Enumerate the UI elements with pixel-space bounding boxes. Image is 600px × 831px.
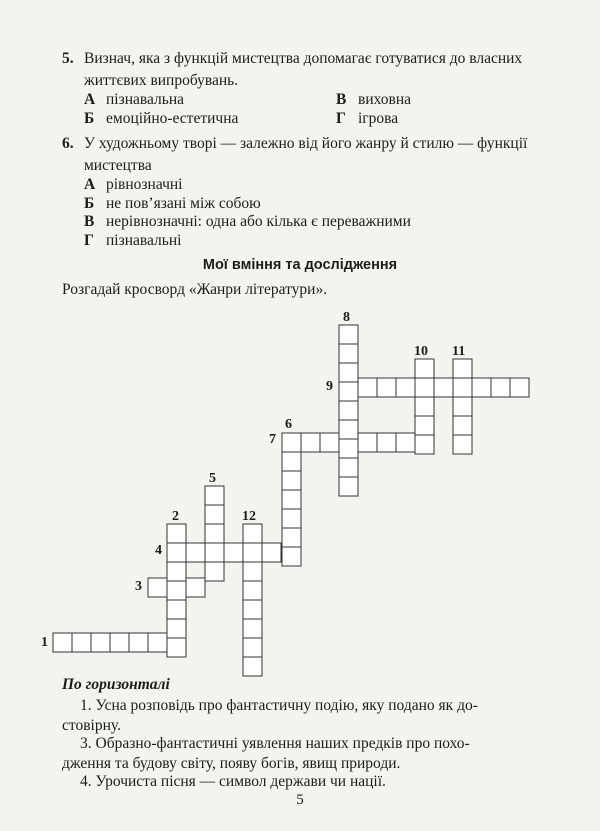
crossword-cell[interactable] <box>339 325 358 344</box>
option-letter: Г <box>84 232 94 249</box>
question-number: 6. <box>62 135 74 152</box>
crossword-label-3: 3 <box>135 579 142 594</box>
section-heading: Мої вміння та дослідження <box>202 257 398 273</box>
crossword-cell[interactable] <box>224 543 243 562</box>
crossword-cell[interactable] <box>282 471 301 490</box>
crossword-cell[interactable] <box>396 433 415 452</box>
crossword-cell[interactable] <box>282 490 301 509</box>
question-text: У художньому творі — залежно від його жанру й стилю — функції мистецтва <box>84 135 528 174</box>
clue-number: 1. <box>80 697 92 714</box>
crossword-cell[interactable] <box>491 378 510 397</box>
crossword-cell[interactable] <box>167 543 186 562</box>
crossword-cell[interactable] <box>148 578 167 597</box>
clues-title: По горизонталі <box>62 676 170 693</box>
crossword-cell[interactable] <box>415 397 434 416</box>
crossword-cell[interactable] <box>339 344 358 363</box>
clue-text-continued: стовірну. <box>62 717 121 734</box>
crossword-cell[interactable] <box>339 477 358 496</box>
option-letter: Б <box>84 195 95 212</box>
crossword-cell[interactable] <box>243 543 262 562</box>
crossword-label-10: 10 <box>414 344 428 359</box>
crossword-label-5: 5 <box>209 471 216 486</box>
option-text: пізнавальна <box>106 91 185 108</box>
crossword-cell[interactable] <box>167 581 186 600</box>
crossword-cell[interactable] <box>434 378 453 397</box>
crossword-cell[interactable] <box>320 433 339 452</box>
crossword-cell[interactable] <box>186 578 205 597</box>
crossword-cell[interactable] <box>453 378 472 397</box>
option-letter: Б <box>84 110 95 127</box>
option-text: виховна <box>358 91 412 108</box>
option-letter: В <box>336 91 347 108</box>
crossword-cell[interactable] <box>243 657 262 676</box>
crossword-cell[interactable] <box>282 528 301 547</box>
option-text: ігрова <box>358 110 399 127</box>
option-text: не пов’язані між собою <box>106 195 261 212</box>
crossword-label-7: 7 <box>269 432 276 447</box>
crossword-label-4: 4 <box>155 543 162 558</box>
option-letter: А <box>84 91 96 108</box>
crossword-cell[interactable] <box>510 378 529 397</box>
crossword-cell[interactable] <box>415 416 434 435</box>
crossword-cell[interactable] <box>377 433 396 452</box>
crossword-label-6: 6 <box>285 417 292 432</box>
question-text: Визнач, яка з функцій мистецтва допомагає готуватися до власних життєвих випробувань. <box>84 50 523 89</box>
crossword-cell[interactable] <box>453 397 472 416</box>
clue-across-3 <box>62 734 542 774</box>
clue-text: Образно-фантастичні уявлення наших предків про похо- <box>95 735 470 752</box>
crossword-cell[interactable] <box>339 382 358 401</box>
crossword-cell[interactable] <box>358 433 377 452</box>
crossword-cell[interactable] <box>358 378 377 397</box>
crossword-cell[interactable] <box>339 363 358 382</box>
question-number: 5. <box>62 50 74 67</box>
crossword-cell[interactable] <box>339 458 358 477</box>
crossword-cell[interactable] <box>301 433 320 452</box>
crossword-cell[interactable] <box>339 401 358 420</box>
crossword-cell[interactable] <box>262 543 281 562</box>
crossword-cell[interactable] <box>415 359 434 378</box>
crossword-cell[interactable] <box>167 619 186 638</box>
crossword-cell[interactable] <box>186 543 205 562</box>
crossword-label-2: 2 <box>172 509 179 524</box>
option-letter: Г <box>336 110 346 127</box>
crossword-cell[interactable] <box>453 435 472 454</box>
crossword-cell[interactable] <box>205 524 224 543</box>
crossword-label-12: 12 <box>242 509 256 524</box>
option-text: емоційно-естетична <box>106 110 239 127</box>
crossword-cell[interactable] <box>129 633 148 652</box>
crossword-cell[interactable] <box>396 378 415 397</box>
crossword-cell[interactable] <box>110 633 129 652</box>
crossword-label-8: 8 <box>343 310 350 325</box>
clue-text: Усна розповідь про фантастичну подію, яку подано як до- <box>95 697 478 714</box>
crossword-cell[interactable] <box>282 452 301 471</box>
crossword-cell[interactable] <box>53 633 72 652</box>
page-number: 5 <box>296 792 304 808</box>
crossword-cell[interactable] <box>282 433 301 452</box>
crossword-cell[interactable] <box>377 378 396 397</box>
option-letter: А <box>84 176 96 193</box>
crossword-cell[interactable] <box>243 600 262 619</box>
clue-number: 4. <box>80 773 92 790</box>
crossword-cell[interactable] <box>205 562 224 581</box>
crossword-cell[interactable] <box>415 378 434 397</box>
crossword-label-11: 11 <box>452 344 466 359</box>
crossword-cell[interactable] <box>453 359 472 378</box>
crossword-cell[interactable] <box>167 562 186 581</box>
crossword-label-1: 1 <box>41 635 48 650</box>
clue-text-continued: дження та будову світу, появу богів, явищ природи. <box>62 755 401 772</box>
crossword-cell[interactable] <box>243 562 262 581</box>
crossword-cell[interactable] <box>282 509 301 528</box>
crossword-cell[interactable] <box>282 547 301 566</box>
clue-across-1 <box>62 696 542 736</box>
crossword-cell[interactable] <box>415 435 434 454</box>
clue-text: Урочиста пісня — символ держави чи нації. <box>95 773 386 790</box>
crossword-cell[interactable] <box>339 420 358 439</box>
crossword-cell[interactable] <box>148 633 167 652</box>
crossword-cell[interactable] <box>243 524 262 543</box>
crossword-cell[interactable] <box>205 543 224 562</box>
option-text: нерівнозначні: одна або кілька є переважними <box>106 213 411 230</box>
crossword-cell[interactable] <box>205 486 224 505</box>
option-text: рівнозначні <box>106 176 183 193</box>
crossword-cell[interactable] <box>339 439 358 458</box>
clue-across-4 <box>62 772 542 792</box>
crossword-instruction: Розгадай кросворд «Жанри літератури». <box>62 281 328 298</box>
option-text: пізнавальні <box>106 232 182 249</box>
crossword-cell[interactable] <box>91 633 110 652</box>
crossword-cell[interactable] <box>243 619 262 638</box>
crossword-cell[interactable] <box>205 505 224 524</box>
crossword-label-9: 9 <box>326 379 333 394</box>
crossword-cell[interactable] <box>167 600 186 619</box>
crossword-cell[interactable] <box>243 638 262 657</box>
option-letter: В <box>84 213 95 230</box>
crossword-cell[interactable] <box>453 416 472 435</box>
crossword-cell[interactable] <box>72 633 91 652</box>
crossword-cell[interactable] <box>472 378 491 397</box>
crossword-cell[interactable] <box>243 581 262 600</box>
clue-number: 3. <box>80 735 92 752</box>
crossword-cell[interactable] <box>167 638 186 657</box>
crossword-cell[interactable] <box>167 524 186 543</box>
